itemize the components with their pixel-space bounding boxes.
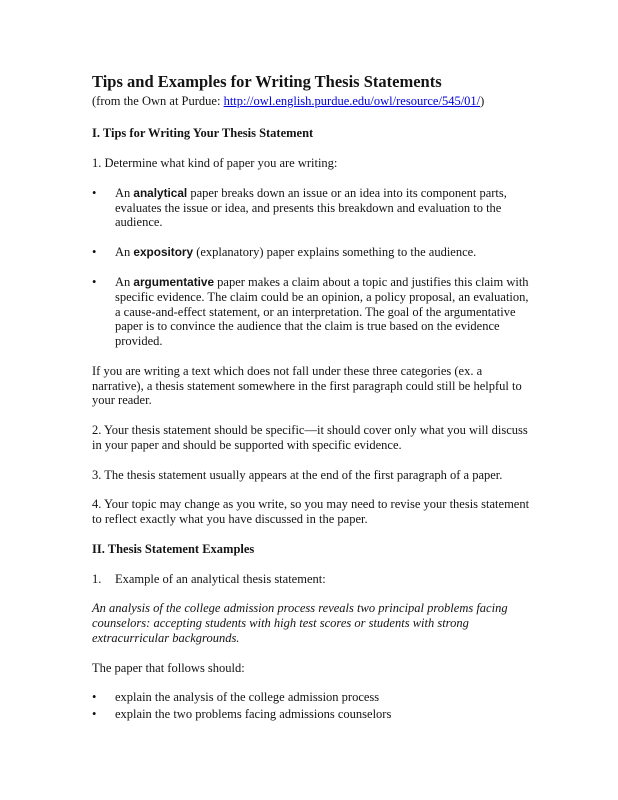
bullet-post-text: paper makes a claim about a topic and justifies this claim with specific evidence. The claim could be an opinion, a policy proposal, an evaluation, a cause-and-effect statement, or an interpretation. The goal of the argumentative paper is to convince the audience that the claim is true based on the evidence provided. — [115, 275, 529, 349]
page-title: Tips and Examples for Writing Thesis Statements — [92, 72, 442, 91]
paper-type-expository — [92, 245, 534, 260]
bullet-icon — [92, 707, 115, 722]
key-term-expository: expository — [133, 245, 194, 260]
source-prefix: (from the Own at Purdue: — [92, 94, 224, 109]
follows-intro: The paper that follows should: — [92, 660, 245, 675]
bullet-post-text: paper breaks down an issue or an idea into its component parts, evaluates the issue or idea, and presents this breakdown and evaluation to the audience. — [115, 185, 507, 230]
paper-type-text — [115, 275, 534, 349]
follows-bullet-1 — [92, 690, 534, 705]
owl-resource-link[interactable]: http://owl.english.purdue.edu/owl/resource/545/01/ — [223, 94, 481, 109]
section-heading-tips: I. Tips for Writing Your Thesis Statement — [92, 126, 314, 141]
paper-type-text — [115, 186, 534, 230]
source-attribution — [92, 94, 534, 109]
bullet-icon — [92, 275, 115, 349]
bullet-pre-text: An — [115, 185, 134, 200]
paper-type-argumentative — [92, 275, 534, 349]
bullet-icon — [92, 690, 115, 705]
tip-2: 2. Your thesis statement should be specific—it should cover only what you will discuss in your paper and should be supported with specific evidence. — [92, 423, 528, 452]
tip-1: 1. Determine what kind of paper you are writing: — [92, 155, 338, 170]
example-thesis-statement: An analysis of the college admission process reveals two principal problems facing counselors: accepting students with high test scores or students with strong extracurricular backgrounds. — [92, 601, 508, 645]
bullet-pre-text: An — [115, 245, 134, 260]
follows-bullet-2 — [92, 707, 534, 722]
key-term-argumentative: argumentative — [133, 275, 215, 290]
key-term-analytical: analytical — [133, 185, 188, 200]
categories-note: If you are writing a text which does not fall under these three categories (ex. a narrative), a thesis statement somewhere in the first paragraph could still be helpful to your reader. — [92, 363, 522, 408]
bullet-pre-text: An — [115, 275, 134, 290]
example-1-label-row — [92, 572, 534, 587]
example-number: 1. — [92, 571, 102, 586]
follows-bullet-text: explain the two problems facing admissions counselors — [115, 707, 392, 722]
tip-4: 4. Your topic may change as you write, so you may need to revise your thesis statement to reflect exactly what you have discussed in the paper. — [92, 497, 530, 527]
paper-type-text — [115, 245, 534, 260]
example-label: Example of an analytical thesis statement: — [115, 571, 326, 586]
section-heading-examples: II. Thesis Statement Examples — [92, 541, 255, 556]
paper-type-analytical — [92, 186, 534, 230]
source-suffix: ) — [480, 94, 485, 109]
bullet-icon — [92, 245, 115, 260]
bullet-post-text: (explanatory) paper explains something to the audience. — [193, 245, 477, 260]
follows-bullet-text: explain the analysis of the college admission process — [115, 690, 380, 705]
bullet-icon — [92, 186, 115, 230]
tip-3: 3. The thesis statement usually appears at the end of the first paragraph of a paper. — [92, 467, 503, 482]
